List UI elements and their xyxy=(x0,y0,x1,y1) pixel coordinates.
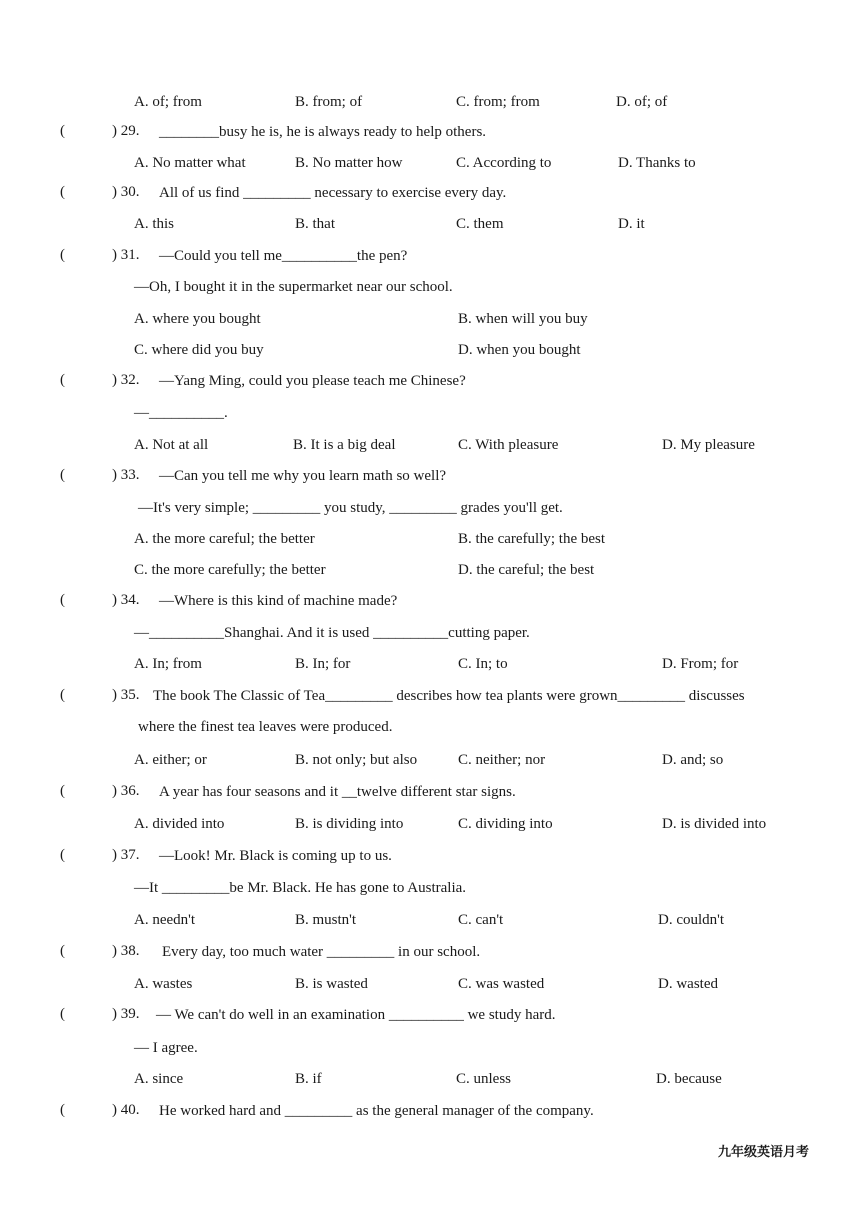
answer-option: D. is divided into xyxy=(662,816,767,832)
answer-paren-open: ( xyxy=(60,1102,65,1118)
answer-option: C. where did you buy xyxy=(134,342,264,358)
answer-option: B. In; for xyxy=(295,656,351,672)
page-footer: 九年级英语月考 xyxy=(717,1145,809,1160)
question-number: ) 36. xyxy=(112,783,140,799)
answer-paren-open: ( xyxy=(60,783,65,799)
answer-option: D. From; for xyxy=(662,656,739,672)
answer-option: C. the more carefully; the better xyxy=(134,562,326,578)
answer-option: A. the more careful; the better xyxy=(134,531,315,547)
question-stem: A year has four seasons and it __twelve different star signs. xyxy=(159,784,516,800)
answer-option: D. wasted xyxy=(658,976,718,992)
question-stem: All of us find _________ necessary to exercise every day. xyxy=(159,185,507,201)
question-text-line: —__________Shanghai. And it is used __________cutting paper. xyxy=(134,625,530,641)
answer-option: A. since xyxy=(134,1071,184,1087)
question-stem: The book The Classic of Tea_________ describes how tea plants were grown_________ discusses xyxy=(153,688,745,704)
question-text-line: —It _________be Mr. Black. He has gone to Australia. xyxy=(134,880,467,896)
answer-option: D. couldn't xyxy=(658,912,725,928)
answer-option: C. neither; nor xyxy=(458,752,546,768)
answer-option: C. unless xyxy=(456,1071,512,1087)
answer-option: A. Not at all xyxy=(134,437,209,453)
question-number: ) 40. xyxy=(112,1102,140,1118)
answer-paren-open: ( xyxy=(60,592,65,608)
answer-paren-open: ( xyxy=(60,847,65,863)
answer-option: C. was wasted xyxy=(458,976,545,992)
question-stem: ________busy he is, he is always ready to help others. xyxy=(159,124,487,140)
question-stem: — We can't do well in an examination __________ we study hard. xyxy=(156,1007,556,1023)
answer-option: B. No matter how xyxy=(295,155,403,171)
answer-option: D. when you bought xyxy=(458,342,581,358)
question-stem: —Can you tell me why you learn math so well? xyxy=(159,468,447,484)
question-number: ) 34. xyxy=(112,592,140,608)
question-stem: —Where is this kind of machine made? xyxy=(159,593,398,609)
answer-option: A. wastes xyxy=(134,976,193,992)
question-number: ) 39. xyxy=(112,1006,140,1022)
answer-option: C. With pleasure xyxy=(458,437,559,453)
question-number: ) 35. xyxy=(112,687,140,703)
question-stem: He worked hard and _________ as the general manager of the company. xyxy=(159,1103,594,1119)
answer-option: C. can't xyxy=(458,912,504,928)
question-text-line: —It's very simple; _________ you study, _________ grades you'll get. xyxy=(138,500,563,516)
answer-paren-open: ( xyxy=(60,184,65,200)
answer-paren-open: ( xyxy=(60,372,65,388)
question-number: ) 38. xyxy=(112,943,140,959)
answer-option: B. not only; but also xyxy=(295,752,418,768)
answer-paren-open: ( xyxy=(60,247,65,263)
answer-option: D. and; so xyxy=(662,752,724,768)
question-text-line: — I agree. xyxy=(134,1040,198,1056)
question-text-line: —Oh, I bought it in the supermarket near our school. xyxy=(134,279,453,295)
answer-option: C. According to xyxy=(456,155,552,171)
question-stem: —Yang Ming, could you please teach me Chinese? xyxy=(159,373,466,389)
question-number: ) 33. xyxy=(112,467,140,483)
question-number: ) 29. xyxy=(112,123,140,139)
question-stem: Every day, too much water _________ in our school. xyxy=(162,944,481,960)
answer-paren-open: ( xyxy=(60,1006,65,1022)
answer-option: D. because xyxy=(656,1071,722,1087)
answer-paren-open: ( xyxy=(60,123,65,139)
answer-option: D. the careful; the best xyxy=(458,562,595,578)
answer-paren-open: ( xyxy=(60,467,65,483)
question-number: ) 30. xyxy=(112,184,140,200)
answer-option: A. where you bought xyxy=(134,311,261,327)
answer-option: C. them xyxy=(456,216,504,232)
question-stem: —Could you tell me__________the pen? xyxy=(159,248,408,264)
answer-option: B. mustn't xyxy=(295,912,357,928)
answer-option: B. It is a big deal xyxy=(293,437,396,453)
answer-option: C. from; from xyxy=(456,94,540,110)
answer-paren-open: ( xyxy=(60,943,65,959)
answer-option: B. is wasted xyxy=(295,976,368,992)
answer-option: B. when will you buy xyxy=(458,311,588,327)
question-number: ) 37. xyxy=(112,847,140,863)
answer-option: B. that xyxy=(295,216,335,232)
answer-option: A. of; from xyxy=(134,94,202,110)
answer-option: D. My pleasure xyxy=(662,437,755,453)
question-text-line: where the finest tea leaves were produced. xyxy=(138,719,393,735)
answer-option: B. from; of xyxy=(295,94,363,110)
question-text-line: —__________. xyxy=(134,405,228,421)
answer-option: A. this xyxy=(134,216,175,232)
answer-option: B. is dividing into xyxy=(295,816,404,832)
answer-option: A. either; or xyxy=(134,752,207,768)
answer-option: D. Thanks to xyxy=(618,155,696,171)
answer-option: D. of; of xyxy=(616,94,668,110)
answer-option: A. divided into xyxy=(134,816,225,832)
answer-option: A. needn't xyxy=(134,912,196,928)
question-stem: —Look! Mr. Black is coming up to us. xyxy=(159,848,392,864)
answer-option: C. In; to xyxy=(458,656,508,672)
question-number: ) 32. xyxy=(112,372,140,388)
answer-paren-open: ( xyxy=(60,687,65,703)
answer-option: B. if xyxy=(295,1071,322,1087)
question-number: ) 31. xyxy=(112,247,140,263)
answer-option: C. dividing into xyxy=(458,816,553,832)
answer-option: B. the carefully; the best xyxy=(458,531,606,547)
answer-option: D. it xyxy=(618,216,645,232)
answer-option: A. No matter what xyxy=(134,155,246,171)
answer-option: A. In; from xyxy=(134,656,202,672)
